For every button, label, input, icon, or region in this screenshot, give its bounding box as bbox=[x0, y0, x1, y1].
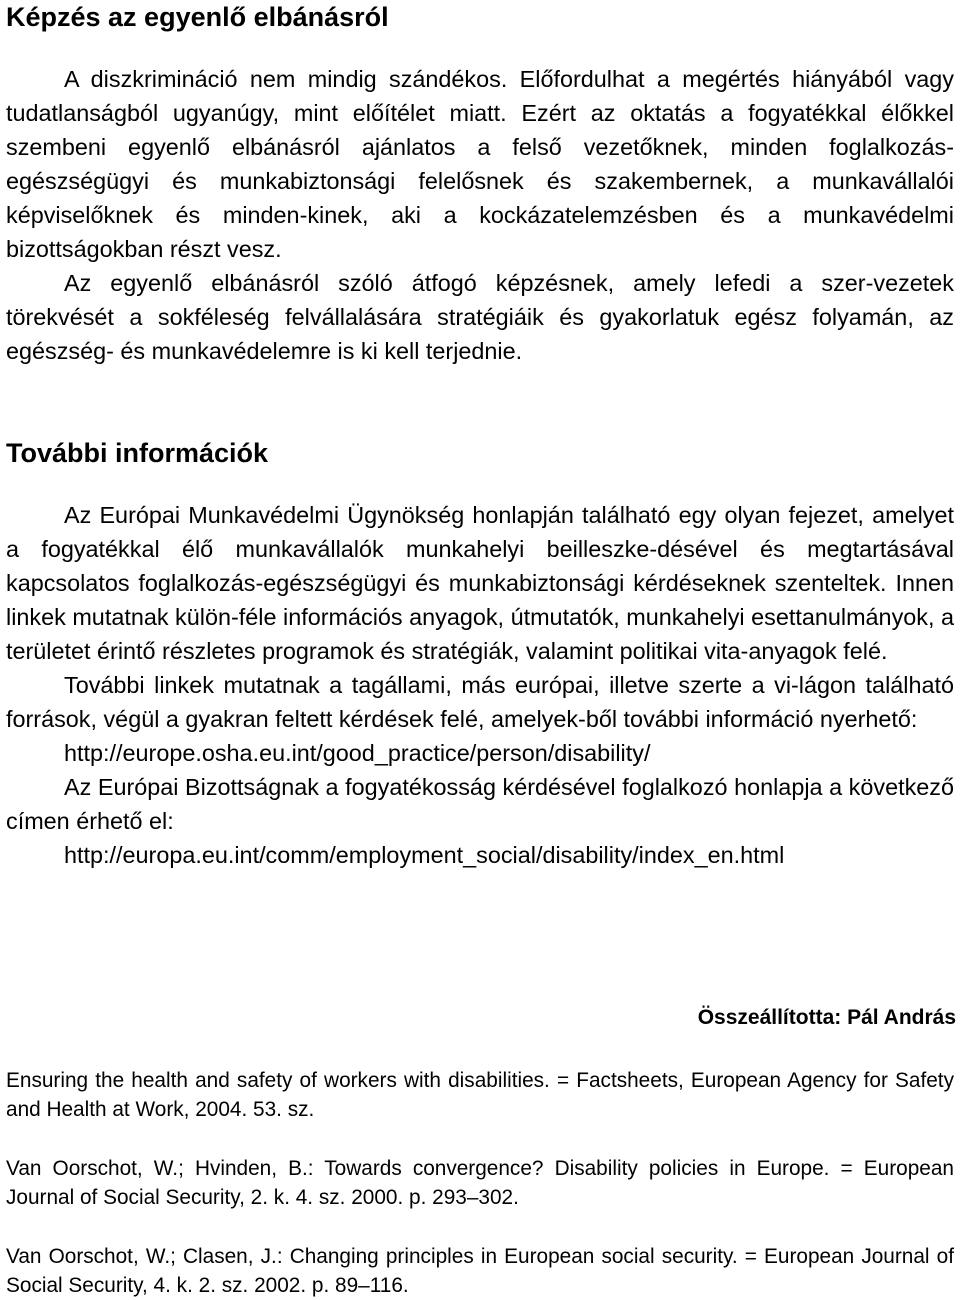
section-heading-training: Képzés az egyenlő elbánásról bbox=[6, 2, 389, 32]
reference-item: Van Oorschot, W.; Clasen, J.: Changing principles in European social security. = European Journal of Social Security, 4. k. 2. sz. 2002. p. 89–116. bbox=[6, 1245, 954, 1297]
reference-item: Ensuring the health and safety of workers with disabilities. = Factsheets, European Agency for Safety and Health at Work, 2004. 53. sz. bbox=[6, 1069, 954, 1121]
paragraph: Az Európai Munkavédelmi Ügynökség honlapján található egy olyan fejezet, amelyet a fogyatékkal élő munkavállalók munkahelyi beilleszke-désével és megtartásával kapcsolatos foglalkozás-egészségügyi és munkabiztonsági kérdéseknek szenteltek. Innen linkek mutatnak külön-féle információs anyagok, útmutatók, munkahelyi esettanulmányok, a területet érintő részletes programok és stratégiák, valamint politikai vita-anyagok felé. bbox=[6, 502, 954, 664]
author-credit: Összeállította: Pál András bbox=[697, 1006, 956, 1029]
section-body-training bbox=[6, 62, 954, 368]
reference-item: Van Oorschot, W.; Hvinden, B.: Towards convergence? Disability policies in Europe. = European Journal of Social Security, 2. k. 4. sz. 2000. p. 293–302. bbox=[6, 1157, 954, 1209]
paragraph: Az Európai Bizottságnak a fogyatékosság kérdésével foglalkozó honlapja a következő címen érhető el: bbox=[6, 774, 954, 834]
paragraph: Az egyenlő elbánásról szóló átfogó képzésnek, amely lefedi a szer-vezetek törekvését a sokféleség felvállalására stratégiáik és gyakorlatuk egész folyamán, az egészség- és munkavédelemre is ki kell terjednie. bbox=[6, 270, 954, 364]
paragraph: További linkek mutatnak a tagállami, más európai, illetve szerte a vi-lágon található források, végül a gyakran feltett kérdések felé, amelyek-ből további információ nyerhető: bbox=[6, 672, 954, 732]
paragraph: A diszkrimináció nem mindig szándékos. Előfordulhat a megértés hiányából vagy tudatlanságból ugyanúgy, mint előítélet miatt. Ezért az oktatás a fogyatékkal élőkkel szembeni egyenlő elbánásról ajánlatos a felső vezetőknek, minden foglalkozás-egészségügyi és munkabiztonsági felelősnek és szakembernek, a munkavállalói képviselőknek és minden-kinek, aki a kockázatelemzésben és a munkavédelmi bizottságokban részt vesz. bbox=[6, 66, 954, 262]
url-link-europa[interactable]: http://europa.eu.int/comm/employment_social/disability/index_en.html bbox=[64, 842, 785, 868]
reference-list bbox=[6, 1066, 954, 1300]
url-link-osha[interactable]: http://europe.osha.eu.int/good_practice/person/disability/ bbox=[64, 740, 651, 766]
section-body-more-info bbox=[6, 498, 954, 872]
section-heading-more-info: További információk bbox=[6, 438, 269, 468]
